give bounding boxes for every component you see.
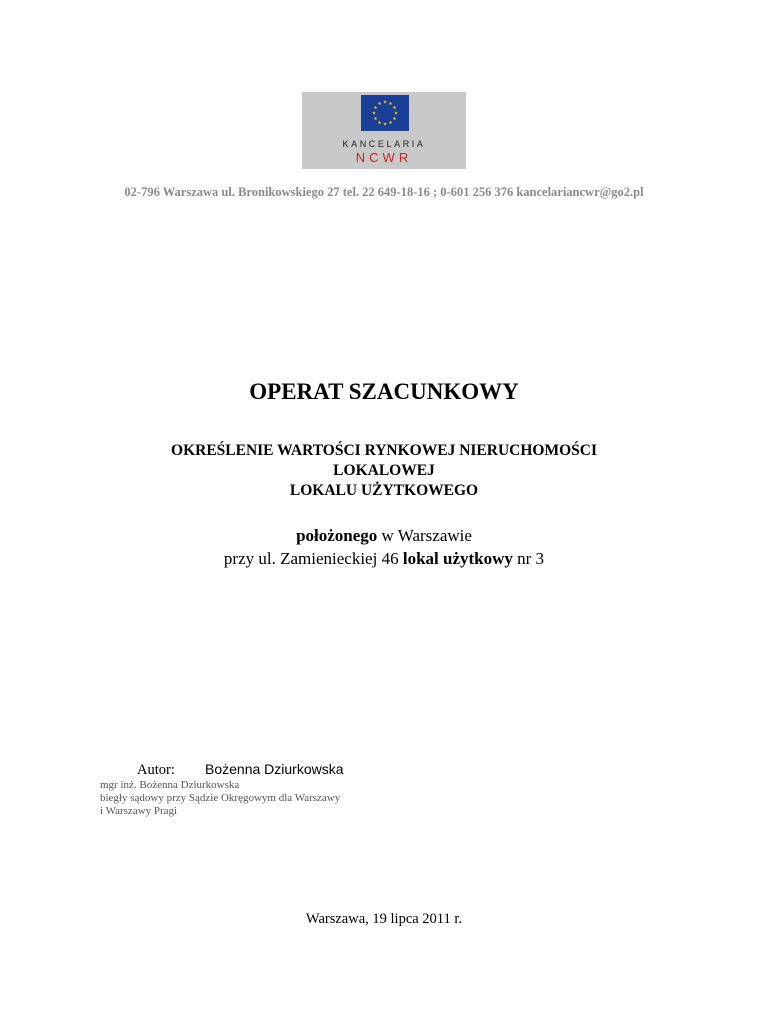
author-row [137, 761, 344, 779]
subtitle-line-2: LOKALOWEJ [333, 462, 435, 479]
location-bold-2: lokal użytkowy [402, 549, 513, 568]
author-label: Autor: [137, 762, 175, 778]
contact-line: 02-796 Warszawa ul. Bronikowskiego 27 tel. 22 649-18-16 ; 0-601 256 376 kancelariancwr@go2.pl [124, 185, 644, 199]
flag-star [394, 111, 398, 114]
flag-star [393, 117, 397, 120]
credential-line-2: biegły sądowy przy Sądzie Okręgowym dla Warszawy [100, 792, 341, 804]
flag-star [389, 121, 393, 124]
flag-star [374, 106, 378, 109]
author-credentials [100, 779, 340, 818]
author-name: Bożenna Dziurkowska [205, 761, 344, 777]
logo-ncwr-text: NCWR [355, 150, 413, 165]
flag-star [393, 106, 397, 109]
subtitle-line-1: OKREŚLENIE WARTOŚCI RYNKOWEJ NIERUCHOMOŚCI [171, 442, 597, 459]
location-line-1 [0, 524, 768, 547]
logo [302, 92, 466, 169]
eu-flag-icon [361, 95, 409, 131]
flag-star [378, 121, 382, 124]
document-title: OPERAT SZACUNKOWY [249, 379, 519, 404]
document-subtitle [0, 441, 768, 501]
location-bold-1: położonego [296, 526, 378, 545]
subtitle-line-3: LOKALU UŻYTKOWEGO [289, 482, 479, 499]
flag-star [378, 102, 382, 105]
document-date: Warszawa, 19 lipca 2011 r. [305, 911, 463, 927]
flag-star [389, 102, 393, 105]
location-text-2b: nr 3 [512, 549, 545, 568]
credential-line-3: i Warszawy Pragi [100, 805, 178, 817]
flag-star [372, 111, 376, 114]
flag-star [383, 122, 387, 125]
location-text-2a: przy ul. Zamienieckiej 46 [223, 549, 403, 568]
property-location [0, 524, 768, 570]
location-text-1: w Warszawie [377, 526, 472, 545]
flag-star [374, 117, 378, 120]
flag-star [383, 100, 387, 103]
logo-kancelaria-text: KANCELARIA [342, 139, 426, 149]
credential-line-1: mgr inż. Bożenna Dziurkowska [100, 779, 240, 791]
location-line-2 [0, 547, 768, 570]
